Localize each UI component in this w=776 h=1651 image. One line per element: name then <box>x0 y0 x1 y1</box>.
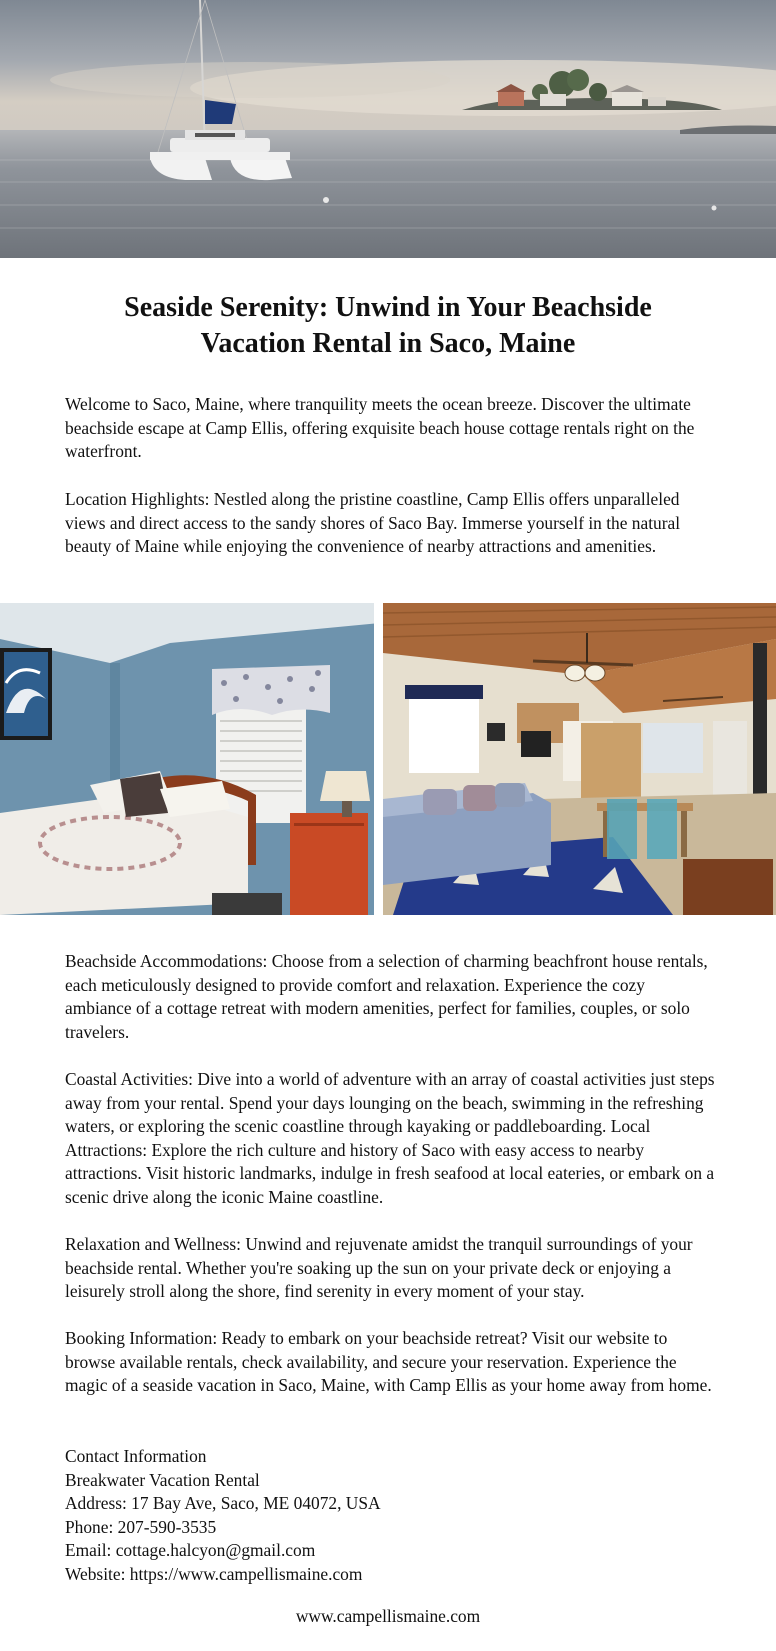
wellness-paragraph: Relaxation and Wellness: Unwind and rejuvenate amidst the tranquil surroundings of your beachside rental. Whether you're soaking up the sun on your private deck or enjoying a leisurely stroll along the shore, find serenity in every moment of your stay. <box>65 1234 693 1302</box>
intro-paragraph: Welcome to Saco, Maine, where tranquility meets the ocean breeze. Discover the ultimate beachside escape at Camp Ellis, offering exquisite beach house cottage rentals right on the waterfront. <box>65 394 695 462</box>
hero-image <box>0 0 776 258</box>
page-title <box>60 290 716 362</box>
living-room-illustration <box>383 603 776 915</box>
activities-paragraph: Coastal Activities: Dive into a world of adventure with an array of coastal activities just steps away from your rental. Spend your days lounging on the beach, swimming in the refreshing waters, or exploring the scenic coastline through kayaking or paddleboarding. Local Attractions: Explore the rich culture and history of Saco with easy access to nearby attractions. Visit historic landmarks, indulge in fresh seafood at local eateries, or embark on a scenic drive along the iconic Maine coastline. <box>65 1069 715 1207</box>
booking-paragraph: Booking Information: Ready to embark on your beachside retreat? Visit our website to browse available rentals, check availability, and secure your reservation. Experience the magic of a seaside vacation in Saco, Maine, with Camp Ellis as your home away from home. <box>65 1328 712 1396</box>
title-line-1: Seaside Serenity: Unwind in Your Beachside <box>124 292 652 323</box>
location-paragraph: Location Highlights: Nestled along the pristine coastline, Camp Ellis offers unparalleled views and direct access to the sandy shores of Saco Bay. Immerse yourself in the natural beauty of Maine while enjoying the convenience of nearby attractions and amenities. <box>65 489 681 557</box>
footer-url: www.campellismaine.com <box>295 1606 481 1626</box>
living-room-photo <box>383 603 776 915</box>
title-line-2: Vacation Rental in Saco, Maine <box>200 328 576 359</box>
bedroom-illustration <box>0 603 380 915</box>
contact-website: Website: https://www.campellismaine.com <box>65 1564 363 1584</box>
contact-address: Address: 17 Bay Ave, Saco, ME 04072, USA <box>65 1493 381 1513</box>
accommodations-paragraph: Beachside Accommodations: Choose from a selection of charming beachfront house rentals, each meticulously designed to provide comfort and relaxation. Experience the cozy ambiance of a cottage retreat with modern amenities, perfect for families, couples, or solo travelers. <box>65 951 708 1042</box>
hero-illustration <box>0 0 776 258</box>
contact-email: Email: cottage.halcyon@gmail.com <box>65 1540 316 1560</box>
contact-heading: Contact Information <box>65 1446 207 1466</box>
bedroom-photo <box>0 603 380 915</box>
contact-business-name: Breakwater Vacation Rental <box>65 1470 260 1490</box>
contact-phone: Phone: 207-590-3535 <box>65 1517 217 1537</box>
